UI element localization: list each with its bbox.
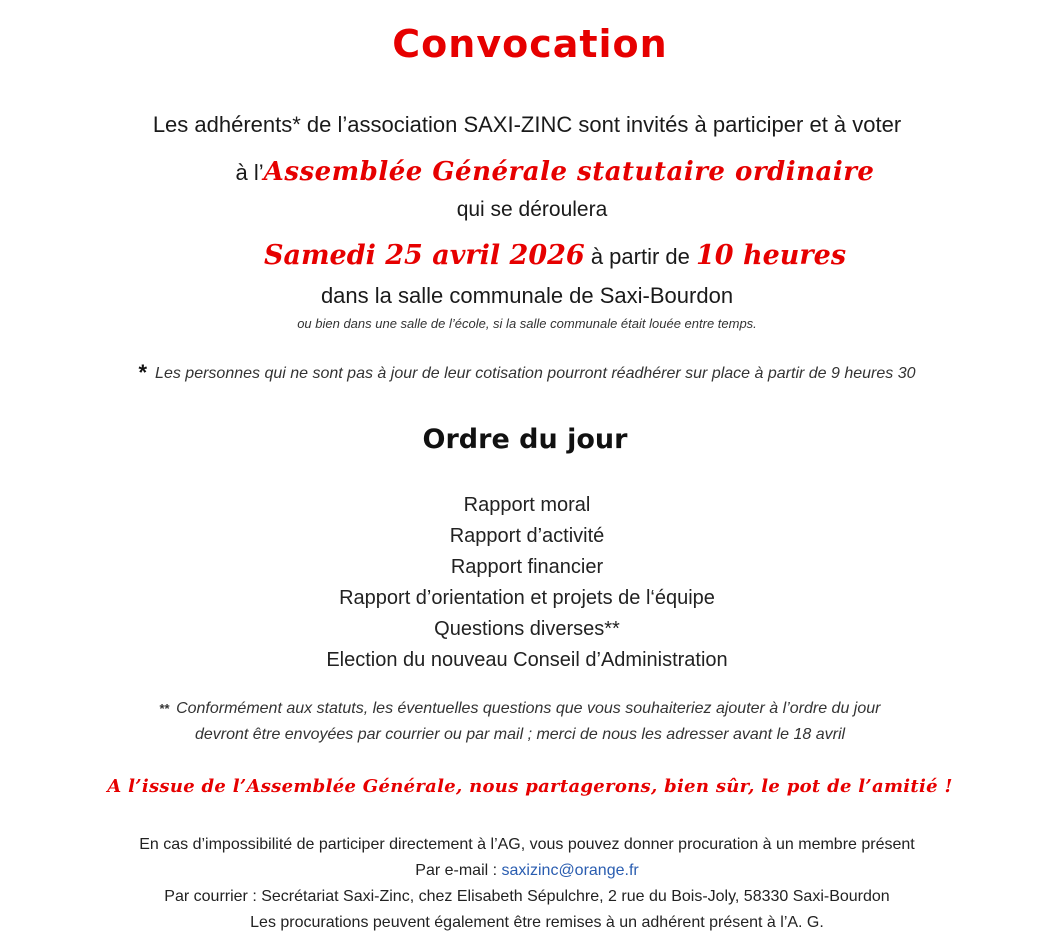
intro-text: Les adhérents* de l’association SAXI-ZINC sont invités à participer et à voter (152, 112, 902, 137)
agenda-item: Rapport d’activité (449, 525, 605, 547)
procuration-mail-line: Par courrier : Secrétariat Saxi-Zinc, chez Elisabeth Sépulchre, 2 rue du Bois-Joly, 58330 Saxi-Bourdon (164, 888, 890, 905)
page-title: Convocation (392, 22, 668, 66)
footnote-questions-line1 (0, 696, 1050, 722)
footnote-membership (0, 360, 1057, 386)
friendship-announcement: A l’issue de l’Assemblée Générale, nous partagerons, bien sûr, le pot de l’amitié ! (107, 776, 953, 797)
procuration-line4-text: Les procurations peuvent également être remises à un adhérent présent à l’A. G. (250, 914, 824, 931)
footnote-questions-text1: Conformément aux statuts, les éventuelles questions que vous souhaiteriez ajouter à l’ordre du jour (176, 700, 881, 717)
agenda-item: Rapport moral (463, 494, 591, 516)
footnote-questions-line2: devront être envoyées par courrier ou par mail ; merci de nous les adresser avant le 18 avril (194, 726, 846, 743)
procuration-section (0, 832, 1057, 936)
agenda-item: Election du nouveau Conseil d’Administration (326, 649, 728, 671)
event-time: 10 heures (696, 240, 847, 271)
deroulera-text: qui se déroulera (456, 198, 608, 221)
footnote-questions (0, 696, 1050, 748)
time-prefix: à partir de (590, 244, 690, 269)
assembly-prefix: à l’ (235, 160, 264, 185)
agenda-list (0, 490, 1060, 676)
location-note: ou bien dans une salle de l’école, si la salle communale était louée entre temps. (297, 316, 757, 331)
footnote-double-asterisk: ** (159, 701, 170, 716)
date-line (25, 240, 1060, 271)
assembly-title: Assemblée Générale statutaire ordinaire (263, 157, 875, 187)
agenda-item: Questions diverses** (434, 618, 620, 640)
procuration-line1: En cas d’impossibilité de participer directement à l’AG, vous pouvez donner procuration à un membre présent (139, 836, 915, 853)
procuration-email-line (0, 858, 1057, 884)
agenda-item: Rapport financier (450, 556, 604, 578)
assembly-line (25, 157, 1060, 187)
procuration-line4 (0, 910, 1057, 936)
email-link[interactable]: saxizinc@orange.fr (501, 862, 639, 879)
location-text: dans la salle communale de Saxi-Bourdon (320, 283, 734, 308)
footnote-asterisk: * (138, 360, 148, 385)
agenda-item: Rapport d’orientation et projets de l‘équipe (339, 587, 715, 609)
email-prefix: Par e-mail : (415, 862, 498, 879)
footnote-membership-text: Les personnes qui ne sont pas à jour de leur cotisation pourront réadhérer sur place à partir de 9 heures 30 (155, 365, 916, 382)
event-date: Samedi 25 avril 2026 (263, 240, 585, 271)
agenda-title: Ordre du jour (422, 424, 628, 455)
